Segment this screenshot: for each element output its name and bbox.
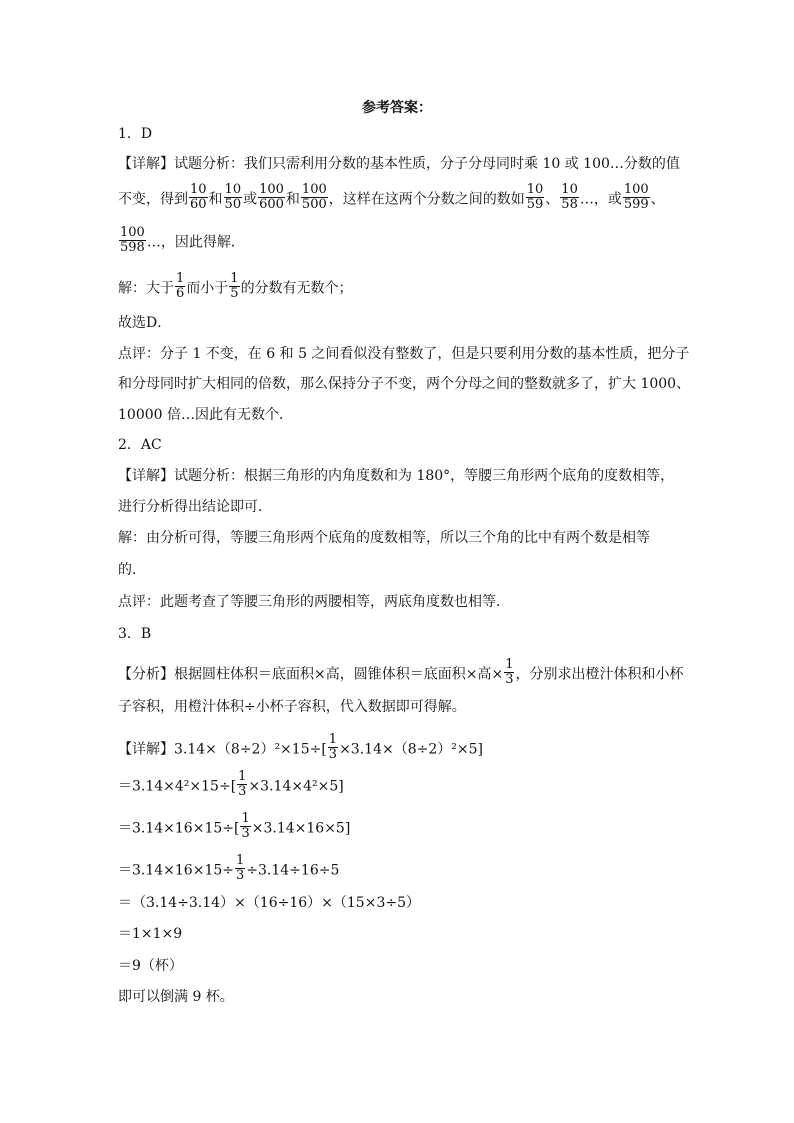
- fraction: $\frac{1}{3}$: [236, 853, 245, 883]
- q3-step-2: ＝3.14×4²×15÷[ $\frac{1}{3}$ ×3.14×4²×5]: [118, 769, 344, 799]
- q1-detail-line-2: 不变，得到 $\frac{10}{60}$ 和 $\frac{10}{50}$ 或 $\frac{100}{600}$ 和 $\frac{100}{500}$ ，这样在这两个分数之间的数如 $\frac{10}{59}$ 、 $\frac{10}{58}$ …，或 $\frac{100}{599}$ 、: [118, 182, 665, 212]
- q1-comment-line-3: 10000 倍…因此有无数个．: [118, 407, 293, 423]
- q2-solution-line-2: 的．: [118, 562, 146, 578]
- fraction: $\frac{100}{500}$: [301, 182, 327, 212]
- q1-detail-text: 不变，得到: [118, 191, 188, 208]
- q3-step-4: ＝3.14×16×15÷ $\frac{1}{3}$ ÷3.14÷16÷5: [118, 853, 340, 883]
- q3-step-6: ＝1×1×9: [118, 926, 183, 942]
- q1-number: 1．D: [118, 126, 153, 142]
- q3-number: 3．B: [118, 626, 152, 642]
- fraction: $\frac{10}{59}$: [526, 182, 544, 212]
- q3-step-3: ＝3.14×16×15÷[ $\frac{1}{3}$ ×3.14×16×5]: [118, 811, 351, 841]
- q2-solution-line-1: 解：由分析可得，等腰三角形两个底角的度数相等，所以三个角的比中有两个数是相等: [118, 530, 650, 546]
- q1-comment-line-1: 点评：分子 1 不变，在 6 和 5 之间看似没有整数了，但是只要利用分数的基本性质，把分子: [118, 346, 690, 362]
- fraction: $\frac{100}{600}$: [259, 182, 284, 212]
- q2-detail-line-2: 进行分析得出结论即可．: [118, 499, 272, 515]
- q1-detail-line-3: $\frac{100}{598}$ …，因此得解．: [120, 225, 245, 255]
- fraction: $\frac{1}{6}$: [176, 271, 185, 301]
- fraction: $\frac{10}{50}$: [224, 182, 242, 212]
- q2-comment: 点评：此题考查了等腰三角形的两腰相等，两底角度数也相等．: [118, 594, 510, 610]
- fraction: $\frac{1}{3}$: [505, 657, 514, 687]
- q3-conclusion: 即可以倒满 9 杯。: [118, 989, 234, 1005]
- fraction: $\frac{100}{598}$: [120, 225, 145, 255]
- q3-analysis-line-2: 子容积，用橙汁体积÷小杯子容积，代入数据即可得解。: [118, 699, 466, 715]
- fraction: $\frac{1}{3}$: [328, 732, 338, 762]
- q3-step-7: ＝9（杯）: [118, 958, 183, 974]
- q2-detail-line-1: 【详解】试题分析：根据三角形的内角度数和为 180°，等腰三角形两个底角的度数相等，: [118, 468, 675, 484]
- q1-comment-line-2: 和分母同时扩大相同的倍数，那么保持分子不变，两个分母之间的整数就多了，扩大 1000、: [118, 376, 691, 392]
- fraction: $\frac{1}{3}$: [238, 769, 247, 799]
- q3-analysis-line-1: 【分析】根据圆柱体积＝底面积×高，圆锥体积＝底面积×高× $\frac{1}{3}$ ，分别求出橙汁体积和小杯: [118, 657, 684, 687]
- fraction: $\frac{10}{58}$: [561, 182, 578, 212]
- q1-choice: 故选D．: [118, 315, 172, 331]
- q1-solution: 解：大于 $\frac{1}{6}$ 而小于 $\frac{1}{5}$ 的分数有无数个；: [118, 271, 353, 301]
- q3-step-1: 【详解】3.14×（8÷2）²×15÷[ $\frac{1}{3}$ ×3.14×（8÷2）²×5]: [118, 732, 483, 762]
- q3-step-5: ＝（3.14÷3.14）×（16÷16）×（15×3÷5）: [118, 895, 420, 911]
- q1-detail-line-1: 【详解】试题分析：我们只需利用分数的基本性质，分子分母同时乘 10 或 100…分数的值: [118, 156, 680, 172]
- fraction: $\frac{100}{599}$: [623, 182, 649, 212]
- fraction: $\frac{1}{5}$: [230, 271, 239, 301]
- q2-number: 2．AC: [118, 437, 162, 453]
- fraction: $\frac{1}{3}$: [241, 811, 250, 841]
- fraction: $\frac{10}{60}$: [190, 182, 207, 212]
- page-title: 参考答案：: [362, 100, 432, 116]
